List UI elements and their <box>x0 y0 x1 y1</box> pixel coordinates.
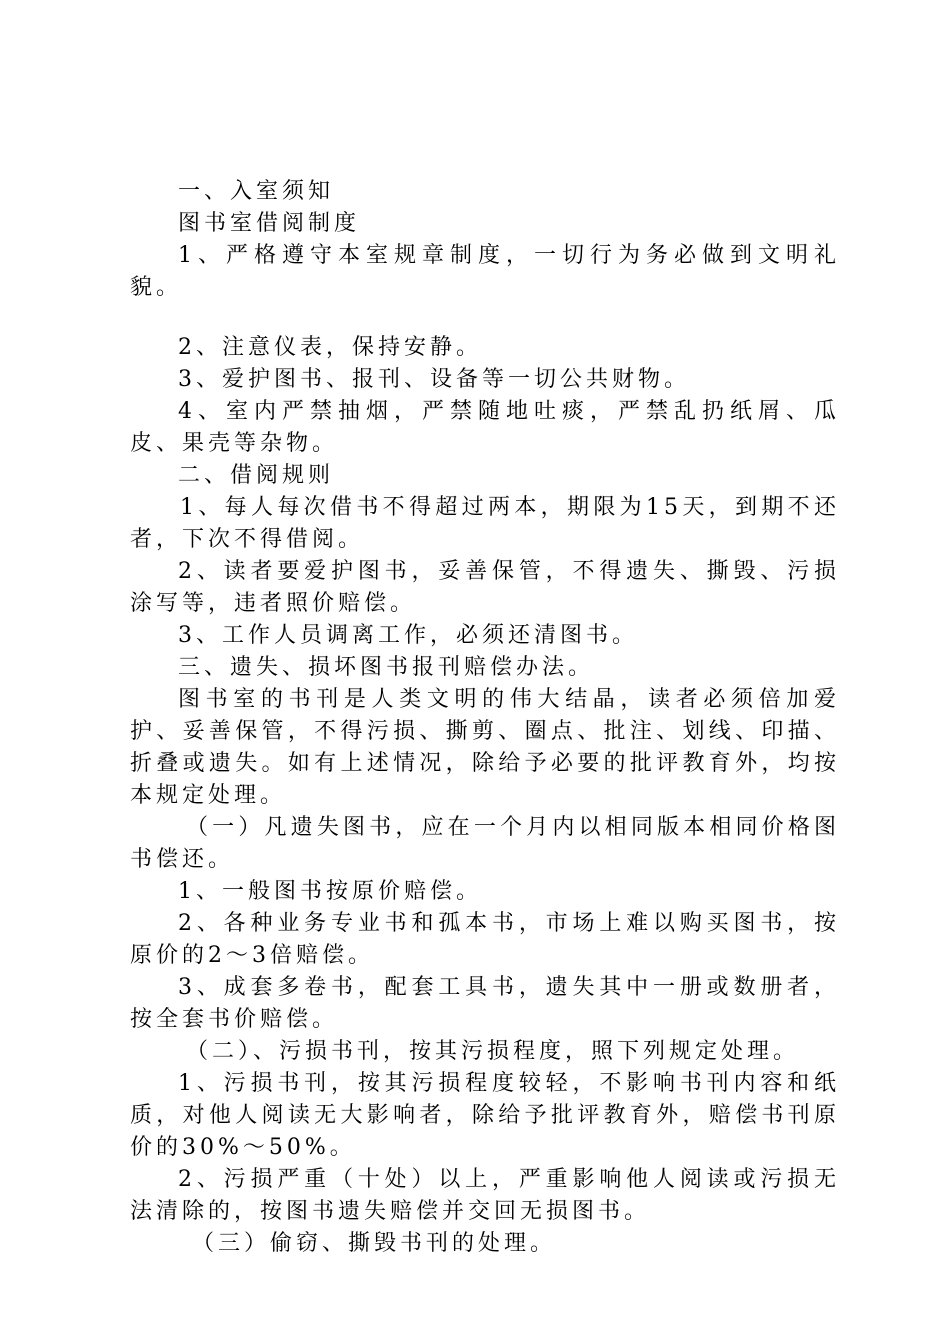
damage-rule-2: 2、污损严重（十处）以上，严重影响他人阅读或污损无法清除的，按图书遗失赔偿并交回无损图书。 <box>130 1167 840 1224</box>
rule-item-4: 4、室内严禁抽烟，严禁随地吐痰，严禁乱扔纸屑、瓜皮、果壳等杂物。 <box>130 399 840 456</box>
lost-rule-1: 1、一般图书按原价赔偿。 <box>178 879 482 904</box>
borrow-rule-2: 2、读者要爱护图书，妥善保管，不得遗失、撕毁、污损涂写等，违者照价赔偿。 <box>130 559 840 616</box>
section-heading-borrowing-rules: 二、借阅规则 <box>178 463 335 488</box>
subsection-damaged-books: （二）、污损书刊，按其污损程度，照下列规定处理。 <box>186 1039 800 1064</box>
damage-rule-1: 1、污损书刊，按其污损程度较轻，不影响书刊内容和纸质，对他人阅读无大影响者，除给予批评教育外，赔偿书刊原价的30%～50%。 <box>130 1071 840 1160</box>
rule-item-3: 3、爱护图书、报刊、设备等一切公共财物。 <box>178 367 690 392</box>
document-body <box>130 176 840 1260</box>
paragraph-title-borrowing-rules: 图书室借阅制度 <box>178 211 361 236</box>
section-heading-entry-notice: 一、入室须知 <box>178 179 335 204</box>
lost-rule-2: 2、各种业务专业书和孤本书，市场上难以购买图书，按原价的2～3倍赔偿。 <box>130 911 840 968</box>
rule-item-2: 2、注意仪表，保持安静。 <box>178 335 482 360</box>
rule-item-1: 1、严格遵守本室规章制度，一切行为务必做到文明礼貌。 <box>130 243 840 300</box>
subsection-lost-books: （一）凡遗失图书，应在一个月内以相同版本相同价格图书偿还。 <box>130 815 840 872</box>
compensation-intro: 图书室的书刊是人类文明的伟大结晶，读者必须倍加爱护、妥善保管，不得污损、撕剪、圈点、批注、划线、印描、折叠或遗失。如有上述情况，除给予必要的批评教育外，均按本规定处理。 <box>130 687 840 808</box>
subsection-theft: （三）偷窃、撕毁书刊的处理。 <box>192 1231 557 1256</box>
lost-rule-3: 3、成套多卷书，配套工具书，遗失其中一册或数册者，按全套书价赔偿。 <box>130 975 840 1032</box>
section-heading-compensation: 三、遗失、损坏图书报刊赔偿办法。 <box>178 655 595 680</box>
borrow-rule-3: 3、工作人员调离工作，必须还清图书。 <box>178 623 638 648</box>
borrow-rule-1: 1、每人每次借书不得超过两本，期限为15天，到期不还者，下次不得借阅。 <box>130 495 840 552</box>
